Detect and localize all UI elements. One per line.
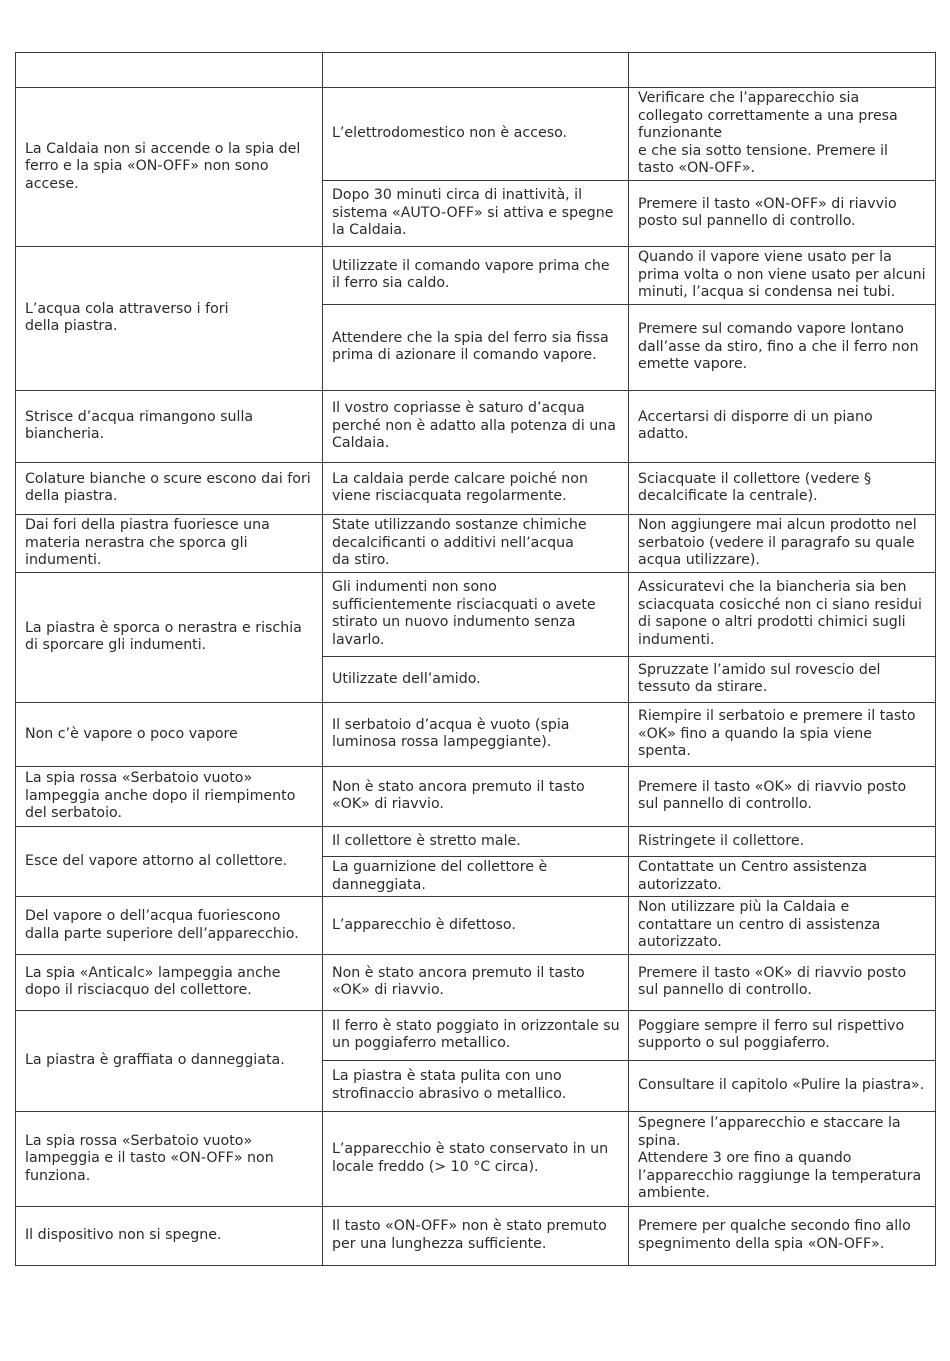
cause-cell: Attendere che la spia del ferro sia fissa prima di azionare il comando vapore.	[323, 304, 629, 390]
remedy-cell: Spegnere l’apparecchio e staccare la spina. Attendere 3 ore fino a quando l’apparecchio raggiunge la temperatura ambiente.	[629, 1111, 936, 1206]
remedy-cell: Assicuratevi che la biancheria sia ben sciacquata cosicché non ci siano residui di sapone o altri prodotti chimici sugli indumenti.	[629, 572, 936, 656]
table-row	[16, 1111, 936, 1206]
table-row	[16, 897, 936, 955]
cause-cell: L’apparecchio è difettoso.	[323, 897, 629, 955]
cause-cell: L’elettrodomestico non è acceso.	[323, 88, 629, 181]
remedy-cell: Poggiare sempre il ferro sul rispettivo supporto o sul poggiaferro.	[629, 1010, 936, 1060]
cause-cell: Dopo 30 minuti circa di inattività, il sistema «AUTO-OFF» si attiva e spegne la Caldaia.	[323, 180, 629, 246]
problem-cell: Esce del vapore attorno al collettore.	[16, 826, 323, 896]
problem-cell: Dai fori della piastra fuoriesce una materia nerastra che sporca gli indumenti.	[16, 514, 323, 572]
table-row	[16, 462, 936, 514]
remedy-cell: Non aggiungere mai alcun prodotto nel serbatoio (vedere il paragrafo su quale acqua utilizzare).	[629, 514, 936, 572]
problem-cell: La piastra è sporca o nerastra e rischia di sporcare gli indumenti.	[16, 572, 323, 702]
remedy-cell: Consultare il capitolo «Pulire la piastra».	[629, 1060, 936, 1111]
table-row	[16, 1010, 936, 1060]
table-row	[16, 702, 936, 766]
cause-cell: State utilizzando sostanze chimiche decalcificanti o additivi nell’acqua da stiro.	[323, 514, 629, 572]
troubleshooting-table	[15, 52, 936, 1266]
remedy-cell: Premere il tasto «OK» di riavvio posto sul pannello di controllo.	[629, 954, 936, 1010]
cause-cell: Utilizzate dell’amido.	[323, 656, 629, 702]
problem-cell: Il dispositivo non si spegne.	[16, 1206, 323, 1265]
header-cell-problem	[16, 53, 323, 88]
remedy-cell: Premere il tasto «OK» di riavvio posto sul pannello di controllo.	[629, 766, 936, 826]
cause-cell: Il collettore è stretto male.	[323, 826, 629, 856]
table-row	[16, 954, 936, 1010]
remedy-cell: Spruzzate l’amido sul rovescio del tessuto da stirare.	[629, 656, 936, 702]
remedy-cell: Premere sul comando vapore lontano dall’asse da stiro, fino a che il ferro non emette vapore.	[629, 304, 936, 390]
remedy-cell: Premere per qualche secondo fino allo spegnimento della spia «ON-OFF».	[629, 1206, 936, 1265]
problem-cell: La spia rossa «Serbatoio vuoto» lampeggia anche dopo il riempimento del serbatoio.	[16, 766, 323, 826]
problem-cell: La Caldaia non si accende o la spia del ferro e la spia «ON-OFF» non sono accese.	[16, 88, 323, 247]
cause-cell: Il ferro è stato poggiato in orizzontale su un poggiaferro metallico.	[323, 1010, 629, 1060]
problem-cell: Colature bianche o scure escono dai fori della piastra.	[16, 462, 323, 514]
table-row	[16, 766, 936, 826]
header-cell-remedy	[629, 53, 936, 88]
remedy-cell: Riempire il serbatoio e premere il tasto «OK» fino a quando la spia viene spenta.	[629, 702, 936, 766]
cause-cell: Non è stato ancora premuto il tasto «OK» di riavvio.	[323, 954, 629, 1010]
remedy-cell: Sciacquate il collettore (vedere § decalcificate la centrale).	[629, 462, 936, 514]
problem-cell: Strisce d’acqua rimangono sulla biancheria.	[16, 390, 323, 462]
cause-cell: La guarnizione del collettore è danneggiata.	[323, 856, 629, 896]
cause-cell: L’apparecchio è stato conservato in un locale freddo (> 10 °C circa).	[323, 1111, 629, 1206]
cause-cell: La caldaia perde calcare poiché non viene risciacquata regolarmente.	[323, 462, 629, 514]
cause-cell: Il serbatoio d’acqua è vuoto (spia luminosa rossa lampeggiante).	[323, 702, 629, 766]
cause-cell: La piastra è stata pulita con uno strofinaccio abrasivo o metallico.	[323, 1060, 629, 1111]
table-row	[16, 88, 936, 181]
problem-cell: La piastra è graffiata o danneggiata.	[16, 1010, 323, 1111]
remedy-cell: Premere il tasto «ON-OFF» di riavvio posto sul pannello di controllo.	[629, 180, 936, 246]
cause-cell: Il tasto «ON-OFF» non è stato premuto per una lunghezza sufficiente.	[323, 1206, 629, 1265]
cause-cell: Utilizzate il comando vapore prima che il ferro sia caldo.	[323, 246, 629, 304]
header-cell-cause	[323, 53, 629, 88]
remedy-cell: Verificare che l’apparecchio sia collegato correttamente a una presa funzionante e che sia sotto tensione. Premere il tasto «ON-OFF».	[629, 88, 936, 181]
table-row	[16, 572, 936, 656]
problem-cell: La spia rossa «Serbatoio vuoto» lampeggia e il tasto «ON-OFF» non funziona.	[16, 1111, 323, 1206]
remedy-cell: Contattate un Centro assistenza autorizzato.	[629, 856, 936, 896]
remedy-cell: Accertarsi di disporre di un piano adatto.	[629, 390, 936, 462]
remedy-cell: Ristringete il collettore.	[629, 826, 936, 856]
cause-cell: Non è stato ancora premuto il tasto «OK» di riavvio.	[323, 766, 629, 826]
problem-cell: L’acqua cola attraverso i fori della piastra.	[16, 246, 323, 390]
problem-cell: La spia «Anticalc» lampeggia anche dopo il risciacquo del collettore.	[16, 954, 323, 1010]
table-header	[16, 53, 936, 88]
table-row	[16, 1206, 936, 1265]
cause-cell: Gli indumenti non sono sufficientemente risciacquati o avete stirato un nuovo indumento senza lavarlo.	[323, 572, 629, 656]
problem-cell: Non c’è vapore o poco vapore	[16, 702, 323, 766]
table-row	[16, 514, 936, 572]
problem-cell: Del vapore o dell’acqua fuoriescono dalla parte superiore dell’apparecchio.	[16, 897, 323, 955]
table-row	[16, 826, 936, 856]
table-body	[16, 88, 936, 1266]
remedy-cell: Quando il vapore viene usato per la prima volta o non viene usato per alcuni minuti, l’acqua si condensa nei tubi.	[629, 246, 936, 304]
cause-cell: Il vostro copriasse è saturo d’acqua perché non è adatto alla potenza di una Caldaia.	[323, 390, 629, 462]
table-row	[16, 246, 936, 304]
table-row	[16, 390, 936, 462]
remedy-cell: Non utilizzare più la Caldaia e contattare un centro di assistenza autorizzato.	[629, 897, 936, 955]
